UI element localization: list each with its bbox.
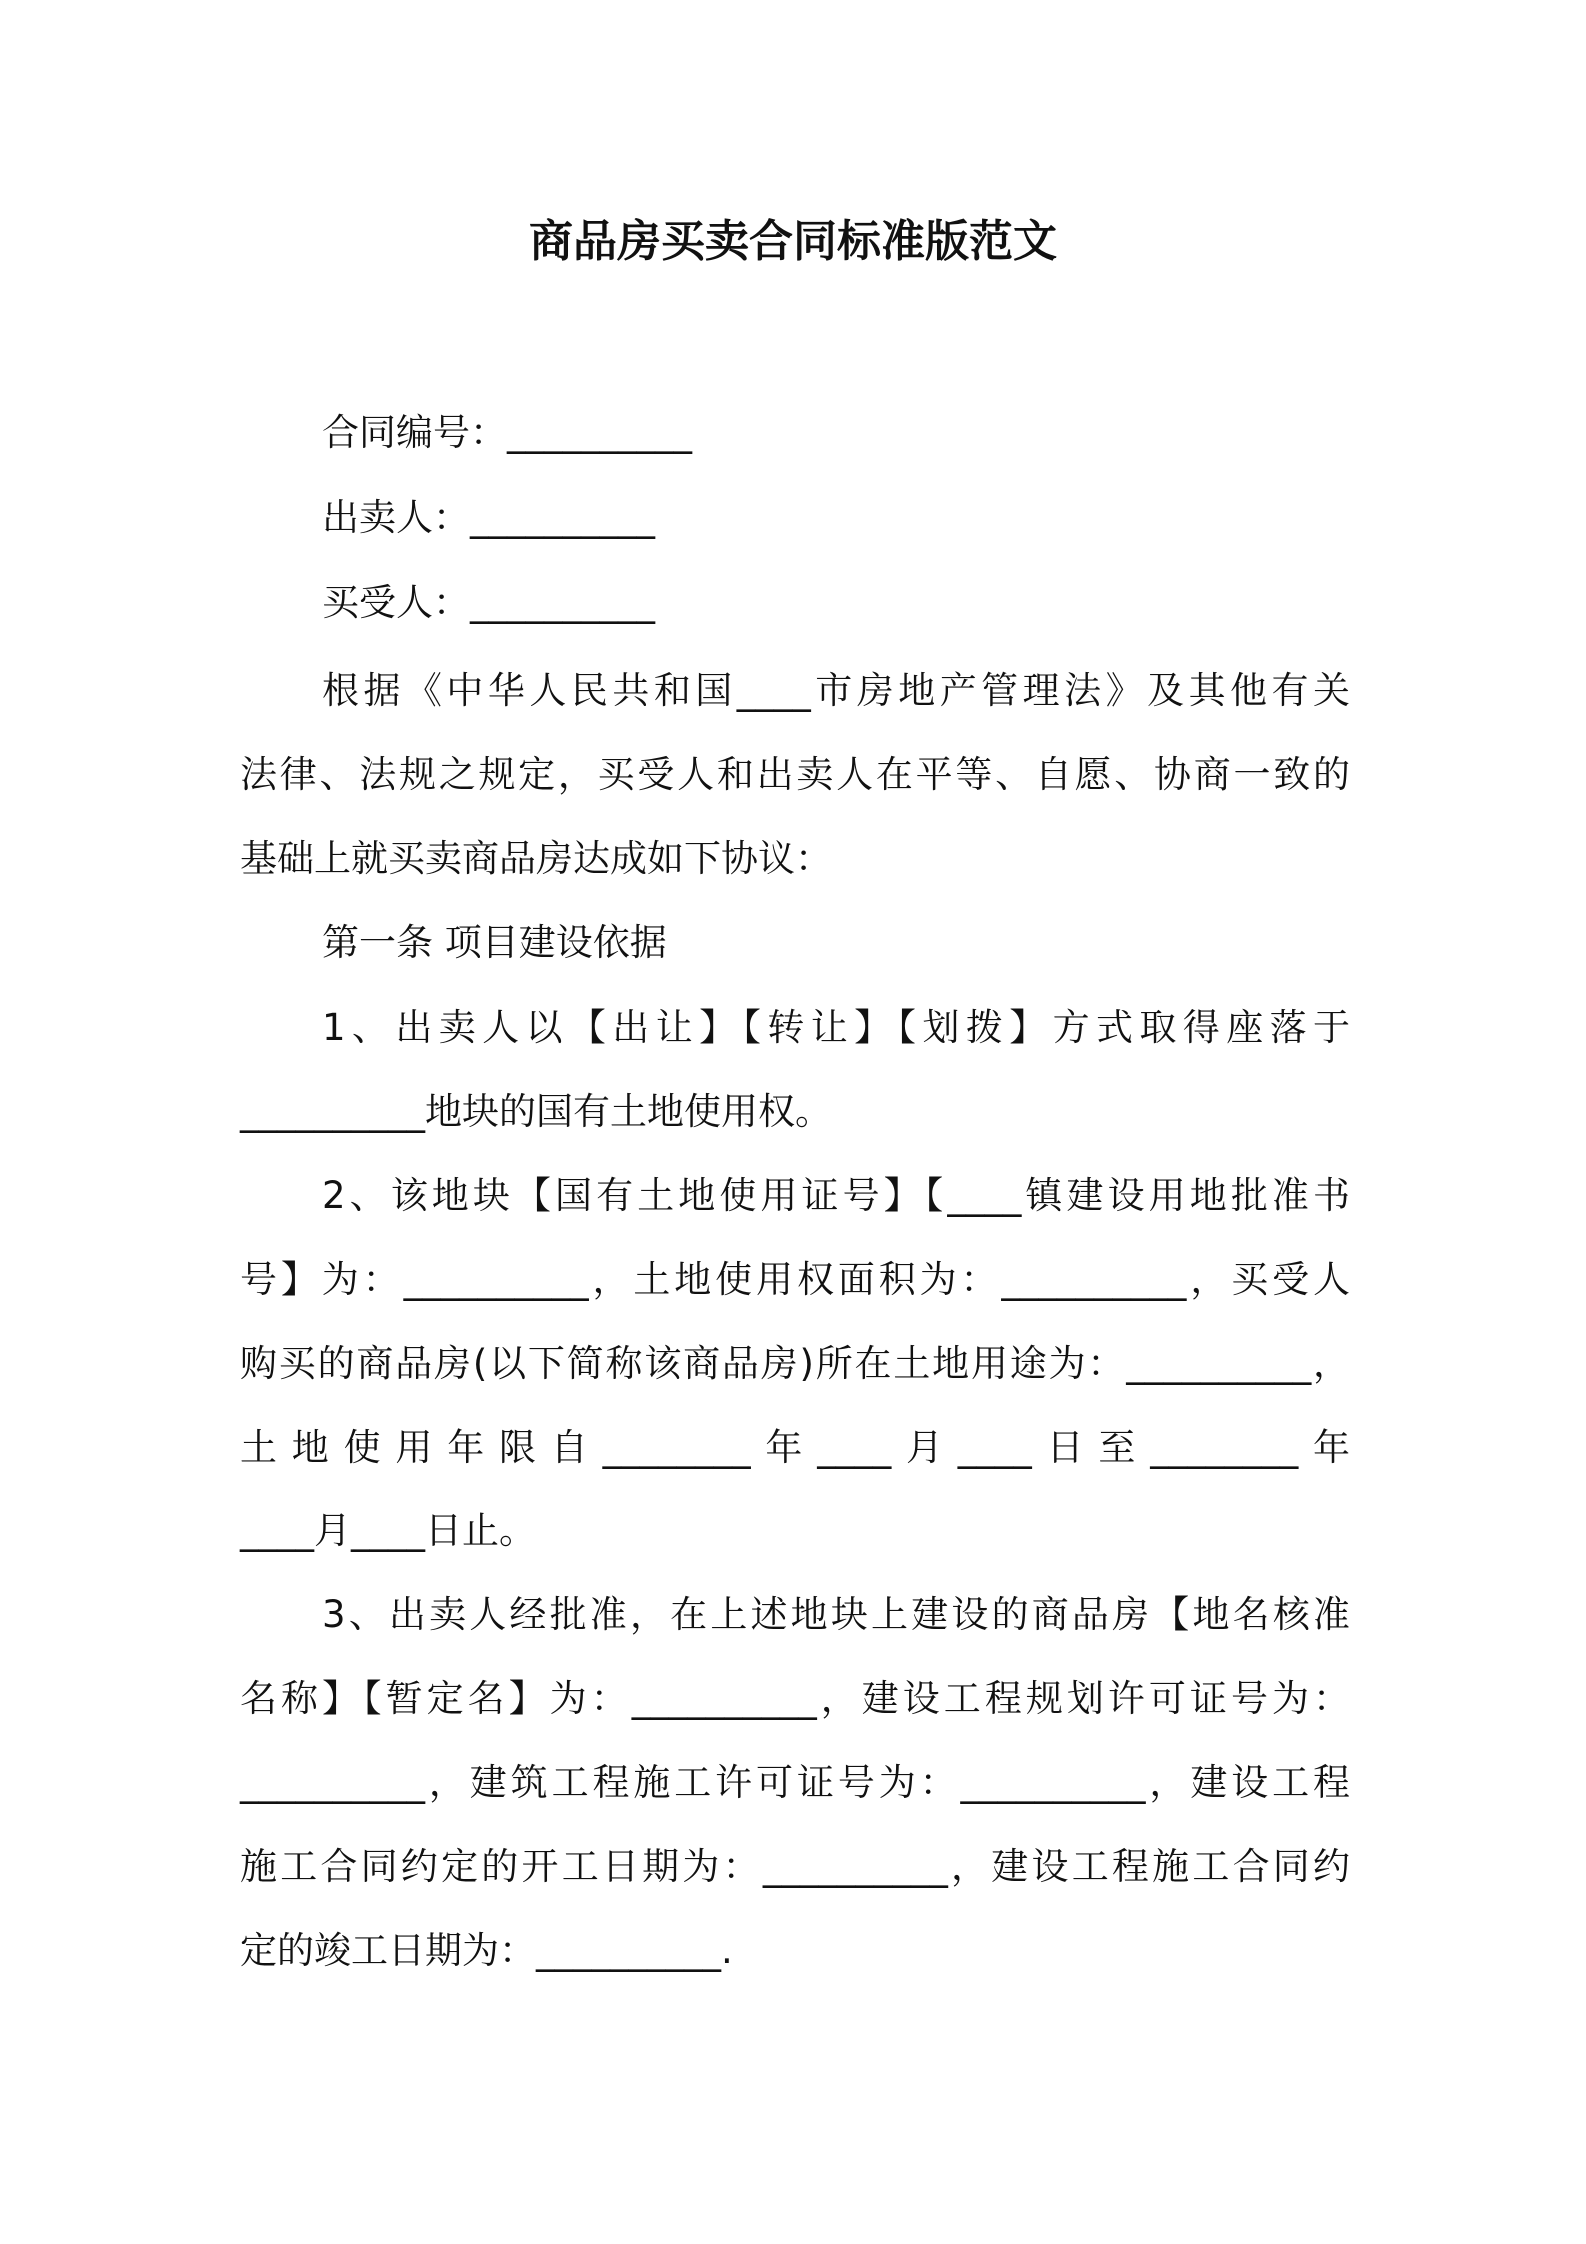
paragraph-line: 名称】【暂定名】为：__________，建设工程规划许可证号为： (240, 1677, 1350, 1720)
paragraph-line: __________地块的国有土地使用权。 (240, 1090, 832, 1133)
paragraph-line: 3、出卖人经批准，在上述地块上建设的商品房【地名核准 (322, 1593, 1350, 1636)
paragraph-line: 施工合同约定的开工日期为：__________，建设工程施工合同约 (240, 1845, 1350, 1888)
paragraph-line: 1、出卖人以【出让】【转让】【划拨】方式取得座落于 (322, 1006, 1350, 1049)
article-heading: 第一条 项目建设依据 (322, 921, 667, 964)
seller-line: 出卖人：__________ (322, 496, 655, 539)
paragraph-line: 基础上就买卖商品房达成如下协议： (240, 837, 832, 880)
paragraph-line: 法律、法规之规定，买受人和出卖人在平等、自愿、协商一致的 (240, 753, 1350, 796)
buyer-line: 买受人：__________ (322, 581, 655, 624)
paragraph-line: ____月____日止。 (240, 1509, 536, 1552)
paragraph-line: 定的竣工日期为：__________. (240, 1929, 733, 1972)
paragraph-line: 2、该地块【国有土地使用证号】【____镇建设用地批准书 (322, 1174, 1350, 1217)
paragraph-line: 号】为：__________，土地使用权面积为：__________，买受人 (240, 1258, 1350, 1301)
paragraph-line: 土地使用年限自________年____月____日至________年 (240, 1426, 1350, 1469)
paragraph-line: 购买的商品房(以下简称该商品房)所在土地用途为：__________， (240, 1342, 1350, 1385)
contract-number-line: 合同编号：__________ (322, 411, 692, 454)
document-title: 商品房买卖合同标准版范文 (529, 216, 1057, 267)
paragraph-line: __________，建筑工程施工许可证号为：__________，建设工程 (240, 1761, 1350, 1804)
paragraph-line: 根据《中华人民共和国____市房地产管理法》及其他有关 (322, 669, 1350, 712)
